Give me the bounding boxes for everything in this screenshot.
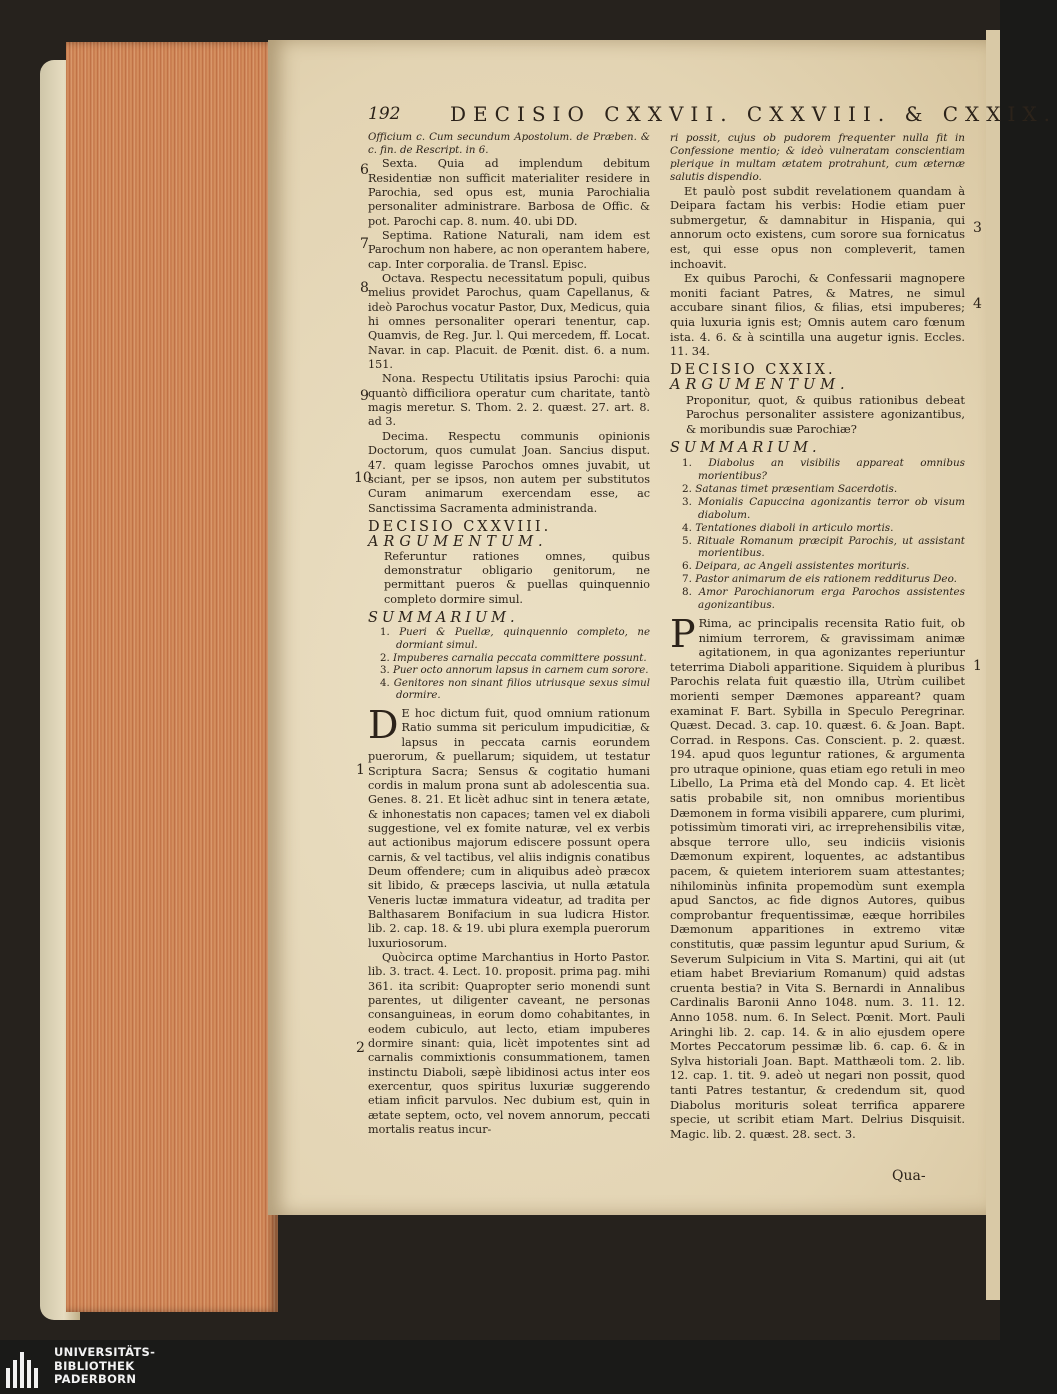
summary-item-number: 4. xyxy=(380,677,390,689)
argumentum-heading: ARGUMENTUM. xyxy=(670,377,850,394)
drop-cap: D xyxy=(368,703,399,748)
argumentum-text: Proponitur, quot, & quibus rationibus debeat Parochus personaliter assistere agonizantibus, & moribundis suæ Parochiæ? xyxy=(686,392,965,437)
argumentum-text: Referuntur rationes omnes, quibus demonstratur obligario genitorum, ne permittant pueros & puellas quinquennio completo dormire simul. xyxy=(384,549,650,606)
summary-item xyxy=(670,457,965,483)
summary-item-text: Genitores non sinant filios utriusque sexus simul dormire. xyxy=(393,677,650,702)
margin-number: 3 xyxy=(973,220,982,236)
summary-item-text: Monialis Capuccina agonizantis terror ob visum diabolum. xyxy=(698,495,965,521)
summary-item xyxy=(670,560,965,573)
argumentum-heading: ARGUMENTUM. xyxy=(368,534,548,551)
summary-item-number: 1. xyxy=(682,457,692,470)
summary-item-text: Deipara, ac Angeli assistentes morituris. xyxy=(695,560,910,573)
summary-item-number: 3. xyxy=(380,665,390,677)
summary-item xyxy=(368,653,650,666)
library-logo-icon xyxy=(6,1350,36,1388)
margin-number: 1 xyxy=(356,762,365,778)
book-page xyxy=(268,40,1057,1215)
margin-number: 4 xyxy=(973,296,982,312)
paragraph-octava: Octava. Respectu necessitatum populi, quibus melius providet Parochus, quam Capellanus, & ideò Parochus vocatur Pastor, Dux, Medicus, quia hi omnes personaliter operari tenentur, cap. Quamvis, de Reg. Jur. l. Qui mercedem, ff. Locat. Navar. in cap. Placuit. de Pœnit. dist. 6. a num. 151. xyxy=(368,272,650,372)
summary-item xyxy=(670,573,965,586)
summarium-heading: SUMMARIUM. xyxy=(368,609,519,626)
running-head: DECISIO CXXVII. CXXVIII. & CXXIX. xyxy=(450,102,1057,126)
summary-item xyxy=(670,535,965,561)
summary-item xyxy=(670,483,965,496)
paragraph-decima: Decima. Respectu communis opinionis Doctorum, quos cumulat Joan. Sancius disput. 47. quam legisse Parochos omnes juvabit, ut sciant, per se ipsos, non autem per substitutos Curam animarum exercendam esse, ac Sanctissima Sacramenta administranda. xyxy=(368,429,650,515)
margin-number: 10 xyxy=(354,470,372,486)
body-paragraph xyxy=(368,703,650,951)
margin-number: 7 xyxy=(360,236,369,252)
summary-item xyxy=(670,586,965,612)
margin-number: 2 xyxy=(356,1040,365,1056)
decisio-heading: DECISIO CXXVIII. xyxy=(368,518,552,535)
body-paragraph xyxy=(670,611,965,1141)
continuation-text: Officium c. Cum secundum Apostolum. de Præben. & c. fin. de Rescript. in 6. xyxy=(368,132,650,156)
margin-number: 1 xyxy=(973,658,982,674)
catchword: Qua- xyxy=(892,1168,926,1184)
logo-line: UNIVERSITÄTS- xyxy=(54,1345,156,1359)
body-paragraph: Quòcirca optime Marchantius in Horto Pastor. lib. 3. tract. 4. Lect. 10. proposit. prima pag. mihi 361. ita scribit: Quapropter serio monendi sunt parentes, ut diligenter caveant, ne personas consanguineas, in eorum domo cohabitantes, in eodem cubiculo, aut lecto, etiam impuberes dormire sinant: quia, licèt impotentes sint ad carnalis commixtionis consummationem, tamen instinctu Diaboli, sæpè libidinosi actus inter eos exercentur, quos spiritus luxuriæ suggerendo etiam inficit parvulos. Nec dubium est, quin in ætate septem, octo, vel novem annorum, peccati mortalis reatus incur- xyxy=(368,950,650,1137)
summary-item-text: Impuberes carnalia peccata committere possunt. xyxy=(392,652,647,664)
page-header xyxy=(368,102,1057,128)
summary-item xyxy=(670,522,965,535)
left-text-column xyxy=(368,132,650,1137)
body-paragraph: Ex quibus Parochi, & Confessarii magnopere moniti faciant Patres, & Matres, ne simul accubare sinant filios, & filias, etsi impuberes; quia luxuria ignis est; Omnis autem caro fœnum ista. 4. 6. & à scintilla una augetur ignis. Eccles. 11. 34. xyxy=(670,271,965,359)
paragraph-sexta: Sexta. Quia ad implendum debitum Residentiæ non sufficit materialiter residere in Parochia, sed opus est, munia Parochialia personaliter administrare. Barbosa de Offic. & pot. Parochi cap. 8. num. 40. ubi DD. xyxy=(368,157,650,228)
right-text-column xyxy=(670,132,965,1141)
body-paragraph: Et paulò post subdit revelationem quandam à Deipara factam his verbis: Hodie etiam puer submergetur, & damnabitur in Hispania, qui annorum octo existens, cum sorore sua fornicatus est, qui esse opus non compleverit, tamen inchoavit. xyxy=(670,183,965,271)
summary-item-number: 6. xyxy=(682,560,692,573)
paragraph-nona: Nona. Respectu Utilitatis ipsius Parochi: quia quantò difficiliora operatur cum charitate, tantò magis meretur. S. Thom. 2. 2. quæst. 27. art. 8. ad 3. xyxy=(368,372,650,429)
summarium-heading: SUMMARIUM. xyxy=(670,439,821,456)
margin-number: 6 xyxy=(360,162,369,178)
body-text: E hoc dictum fuit, quod omnium rationum Ratio summa sit periculum impudicitiæ, & lapsus in peccata carnis eorundem puerorum, & puellarum; siquidem, ut testatur Scriptura Sacra; Sensus & cogitatio humani cordis in malum prona sunt ab adolescentia sua. Genes. 8. 21. Et licèt adhuc sint in tenera ætate, & inhonestatis non capaces; tamen vel ex diaboli suggestione, vel ex fomite naturæ, vel ex verbis aut actionibus majorum ediscere possunt opera carnis, & vel tactibus, vel aliis indignis conatibus Deum offendere; cum in aliquibus adeò præcox sit libido, & præceps lascivia, ut nulla ætatula Veneris luctæ immatura videatur, ad tradita per Balthasarem Bonifacium in sua ludicra Histor. lib. 2. cap. 18. & 19. ubi plura exempla puerorum luxuriosorum. xyxy=(368,707,650,950)
summary-item-number: 8. xyxy=(682,586,692,599)
summary-item-text: Puer octo annorum lapsus in carnem cum sorore. xyxy=(392,665,649,677)
facing-page-strip xyxy=(986,30,1000,1300)
summary-item-number: 7. xyxy=(682,573,692,586)
paragraph-septima: Septima. Ratione Naturali, nam idem est Parochum non habere, ac non operantem habere, cap. Inter corporalia. de Transl. Episc. xyxy=(368,229,650,271)
logo-line: PADERBORN xyxy=(54,1372,137,1386)
summary-item-number: 5. xyxy=(682,534,692,547)
summary-item-text: Rituale Romanum præcipit Parochis, ut assistant morientibus. xyxy=(697,534,965,560)
summary-item xyxy=(368,678,650,703)
summary-item-number: 2. xyxy=(380,652,390,664)
logo-line: BIBLIOTHEK xyxy=(54,1358,135,1373)
summary-item-text: Pastor animarum de eis rationem redditurus Deo. xyxy=(695,573,957,586)
summary-item-text: Diabolus an visibilis appareat omnibus morientibus? xyxy=(698,457,965,483)
summary-item-text: Pueri & Puellæ, quinquennio completo, ne dormiant simul. xyxy=(396,627,650,651)
summary-item-number: 2. xyxy=(682,483,692,496)
page-number: 192 xyxy=(368,104,401,124)
summary-item xyxy=(368,665,650,678)
summary-item-number: 3. xyxy=(682,495,692,508)
body-text: Rima, ac principalis recensita Ratio fuit, ob nimium terrorem, & gravissimam animæ agitationem, in qua agonizantes reperiuntur teterrima Diaboli apparitione. Siquidem à pluribus Parochis relata fuit quæstio illa, Utrùm cuilibet morienti semper Dæmones appareant? quam examinat F. Bart. Sybilla in Speculo Peregrinar. Quæst. Decad. 3. cap. 10. quæst. 6. & Joan. Bapt. Corrad. in Respons. Cas. Conscient. p. 2. quæst. 194. apud quos leguntur rationes, & argumenta pro utraque opinione, quas etiam ego retuli in meo Libello, La Prima età del Mondo cap. 4. Et licèt satis probabile sit, non omnibus morientibus Dæmonem in forma visibili apparere, cum plurimi, potissimùm timorati viri, ac irreprehensibilis vitæ, absque terrore ullo, seu indiciis visionis Dæmonum expirent, loquentes, ac adstantibus pacem, & quietem interiorem suam attestantes; nihilominùs infinita propemodùm sunt exempla apud Sanctos, ac fide dignos Autores, quibus comprobantur frequentissimæ, eæque horribiles Dæmonum apparitiones in extremo vitæ constitutis, quæ passim leguntur apud Surium, & Severum Sulpicium in Vita S. Martini, qui ait (ut etiam habet Breviarium Romanum) quid adstas cruenta bestia? in Vita S. Bernardi in Annalibus Cardinalis Baronii Anno 1048. num. 3. 11. 12. Anno 1058. num. 6. In Select. Pœnit. Mort. Pauli Aringhi lib. 2. cap. 14. & in alio ejusdem opere Mortes Peccatorum pessimæ lib. 6. cap. 6. & in Sylva historiali Joan. Bapt. Matthæoli tom. 2. lib. 12. cap. 1. tit. 9. adeò ut negari non possit, quod tanti Patres testantur, & credendum sit, quod Diabolus morituris soleat terrifica apparere specie, ut scribit etiam Mart. Delrius Disquisit. Magic. lib. 2. quæst. 28. sect. 3. xyxy=(670,615,965,1141)
continuation-text: ri possit, cujus ob pudorem frequenter nulla fit in Confessione mentio; & ideò vulneratam conscientiam plerique in multam ætatem protrahunt, cum æternæ salutis dispendio. xyxy=(670,132,965,183)
summary-item-number: 4. xyxy=(682,521,692,534)
summary-item-text: Satanas timet præsentiam Sacerdotis. xyxy=(695,483,898,496)
red-page-fore-edge xyxy=(66,42,278,1312)
decisio-heading: DECISIO CXXIX. xyxy=(670,361,836,378)
margin-number: 9 xyxy=(360,388,369,404)
summary-item xyxy=(670,496,965,522)
summary-item-text: Amor Parochianorum erga Parochos assistentes agonizantibus. xyxy=(698,586,965,612)
margin-number: 8 xyxy=(360,280,369,296)
library-logo-text xyxy=(54,1346,155,1387)
summary-item-text: Tentationes diaboli in articulo mortis. xyxy=(695,521,894,534)
library-logo xyxy=(6,1346,206,1390)
drop-cap: P xyxy=(670,611,696,656)
summary-item xyxy=(368,627,650,652)
summary-item-number: 1. xyxy=(380,627,390,639)
